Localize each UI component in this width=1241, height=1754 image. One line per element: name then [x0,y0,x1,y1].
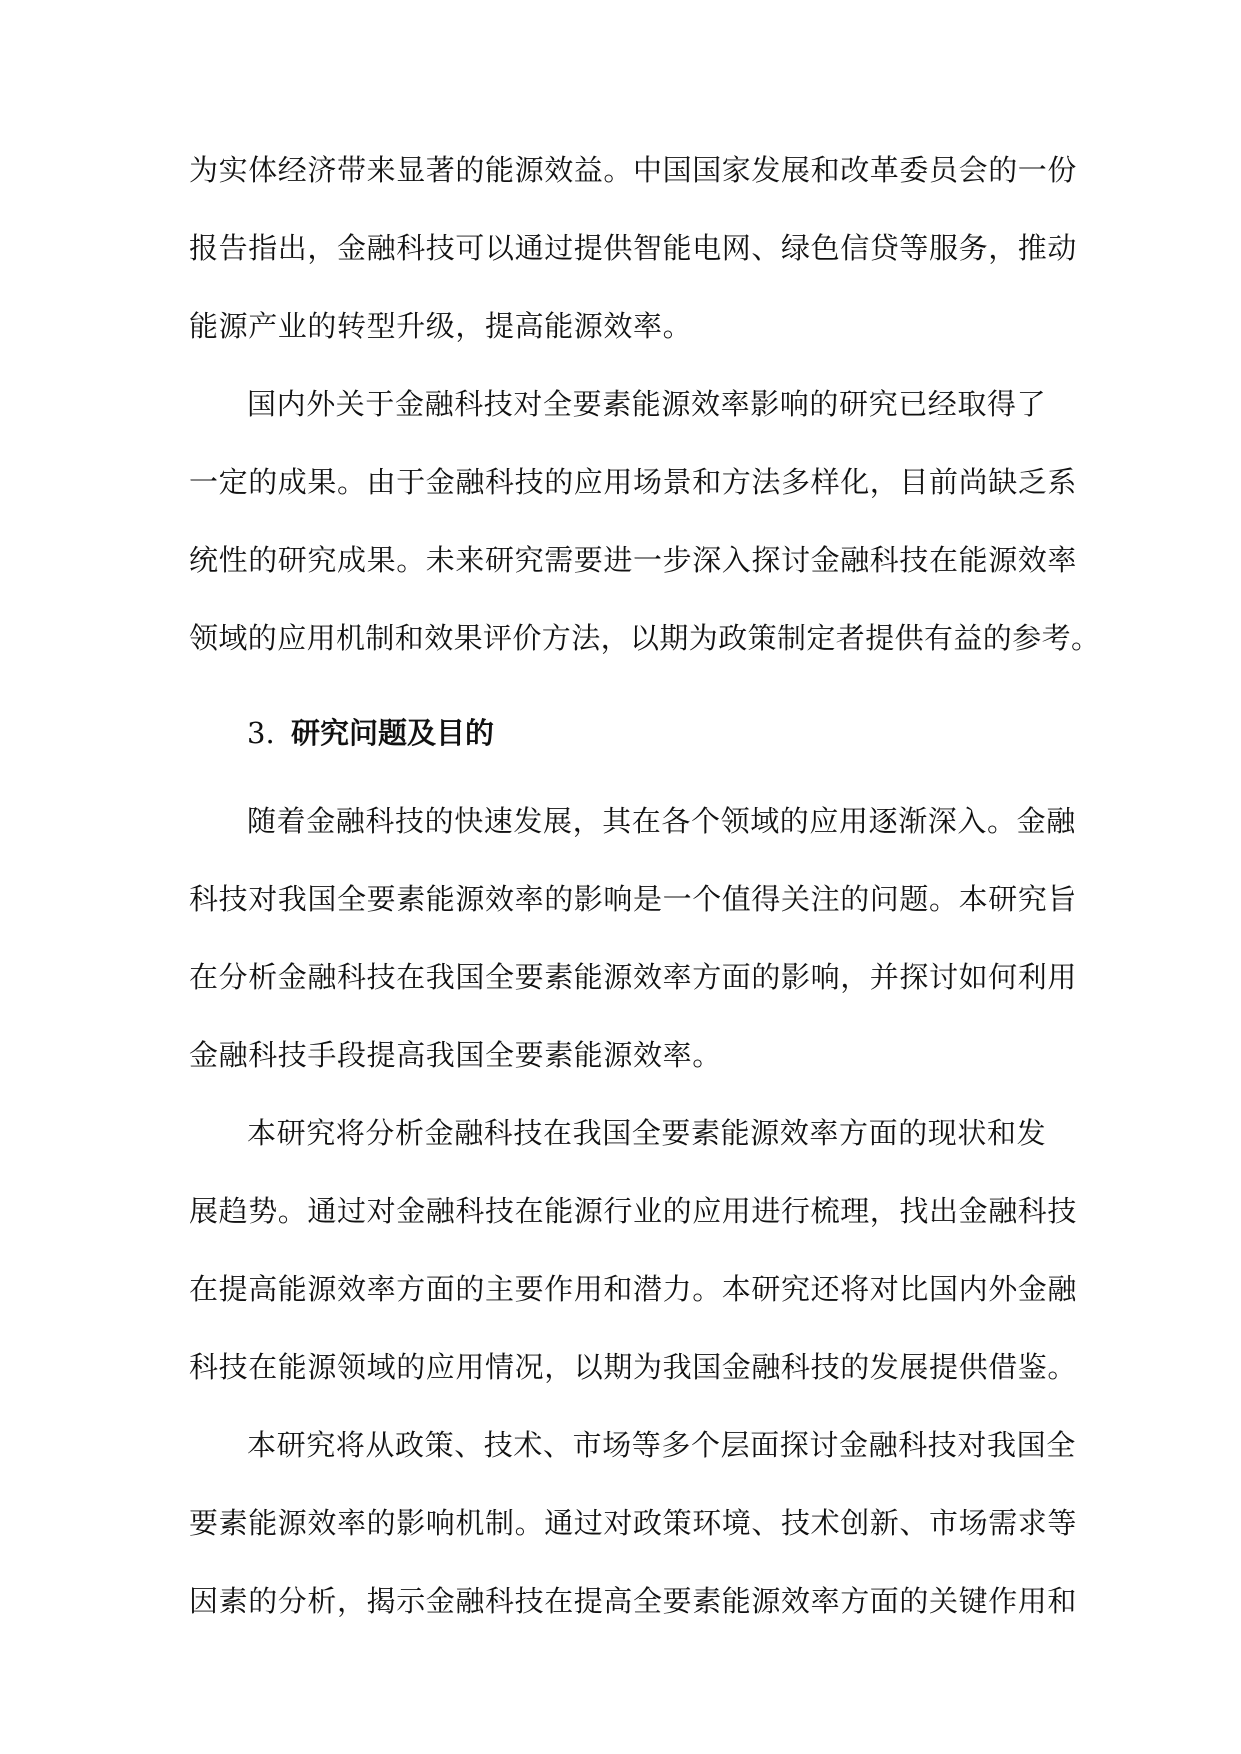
text-line [0,146,1241,194]
section-title: 研究问题及目的 [291,716,495,750]
text-line [0,1031,1241,1079]
text-line-content: 因素的分析，揭示金融科技在提高全要素能源效率方面的关键作用和 [189,1584,1078,1618]
text-line [0,1577,1241,1625]
text-line [0,1109,1241,1157]
text-line-content: 展趋势。通过对金融科技在能源行业的应用进行梳理，找出金融科技 [189,1194,1078,1228]
text-line [0,380,1241,428]
text-line-content: 领域的应用机制和效果评价方法，以期为政策制定者提供有益的参考。 [189,621,1101,655]
text-line [0,224,1241,272]
text-line [0,1265,1241,1313]
text-line [0,1187,1241,1235]
section-number: 3. [247,716,275,750]
text-line [0,1343,1241,1391]
text-line-content: 本研究将分析金融科技在我国全要素能源效率方面的现状和发 [247,1116,1047,1150]
text-line [0,797,1241,845]
text-line-content: 金融科技手段提高我国全要素能源效率。 [189,1038,722,1072]
text-line-content: 统性的研究成果。未来研究需要进一步深入探讨金融科技在能源效率 [189,543,1078,577]
text-line-content: 为实体经济带来显著的能源效益。中国国家发展和改革委员会的一份 [189,153,1078,187]
text-line-content: 科技对我国全要素能源效率的影响是一个值得关注的问题。本研究旨 [189,882,1078,916]
text-line [0,1421,1241,1469]
text-line-content: 国内外关于金融科技对全要素能源效率影响的研究已经取得了 [247,387,1047,421]
text-line-content: 本研究将从政策、技术、市场等多个层面探讨金融科技对我国全 [247,1428,1076,1462]
text-line [0,614,1241,662]
section-heading [0,709,1241,757]
text-line [0,875,1241,923]
text-line-content: 要素能源效率的影响机制。通过对政策环境、技术创新、市场需求等 [189,1506,1078,1540]
text-line-content: 能源产业的转型升级，提高能源效率。 [189,309,693,343]
text-line-content: 随着金融科技的快速发展，其在各个领域的应用逐渐深入。金融 [247,804,1076,838]
text-line [0,458,1241,506]
text-line [0,302,1241,350]
text-line [0,953,1241,1001]
text-line-content: 科技在能源领域的应用情况，以期为我国金融科技的发展提供借鉴。 [189,1350,1078,1384]
text-line-content: 报告指出，金融科技可以通过提供智能电网、绿色信贷等服务，推动 [189,231,1078,265]
text-line-content: 在提高能源效率方面的主要作用和潜力。本研究还将对比国内外金融 [189,1272,1078,1306]
text-line-content: 在分析金融科技在我国全要素能源效率方面的影响，并探讨如何利用 [189,960,1078,994]
text-line-content: 一定的成果。由于金融科技的应用场景和方法多样化，目前尚缺乏系 [189,465,1078,499]
text-line [0,1499,1241,1547]
text-line [0,536,1241,584]
